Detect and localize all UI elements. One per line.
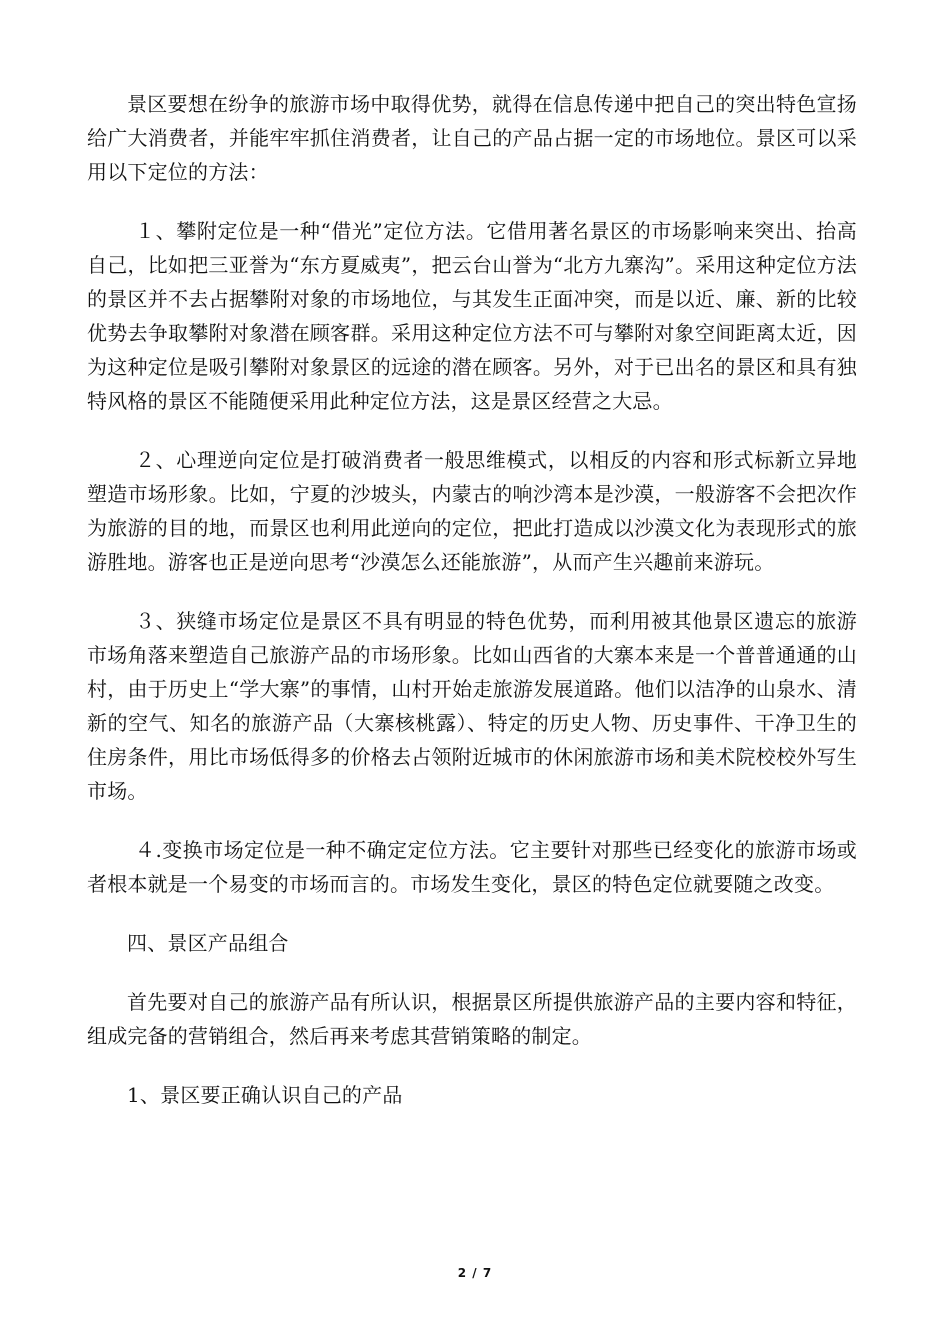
method-3-paragraph: ３、狭缝市场定位是景区不具有明显的特色优势，而利用被其他景区遗忘的旅游市场角落来塑造自己旅游产品的市场形象。比如山西省的大寨本来是一个普普通通的山村，由于历史上“学大寨”的事情，山村开始走旅游发展道路。他们以洁净的山泉水、清新的空气、知名的旅游产品（大寨核桃露）、特定的历史人物、历史事件、干净卫生的住房条件，用比市场低得多的价格去占领附近城市的休闲旅游市场和美术院校校外写生市场。: [87, 609, 857, 803]
method-2-paragraph: ２、心理逆向定位是打破消费者一般思维模式，以相反的内容和形式标新立异地塑造市场形象。比如，宁夏的沙坡头，内蒙古的响沙湾本是沙漠，一般游客不会把次作为旅游的目的地，而景区也利用此逆向的定位，把此打造成以沙漠文化为表现形式的旅游胜地。游客也正是逆向思考“沙漠怎么还能旅游”，从而产生兴趣前来游玩。: [87, 448, 857, 574]
document-body: [87, 87, 857, 1137]
method-4-paragraph: ４.变换市场定位是一种不确定定位方法。它主要针对那些已经变化的旅游市场或者根本就是一个易变的市场而言的。市场发生变化，景区的特色定位就要随之改变。: [87, 838, 857, 896]
product-intro-paragraph: 首先要对自己的旅游产品有所认识，根据景区所提供旅游产品的主要内容和特征，组成完备的营销组合，然后再来考虑其营销策略的制定。: [87, 990, 857, 1048]
page-number: 2 / 7: [457, 1266, 493, 1280]
intro-paragraph: 景区要想在纷争的旅游市场中取得优势，就得在信息传递中把自己的突出特色宣扬给广大消费者，并能牢牢抓住消费者，让自己的产品占据一定的市场地位。景区可以采用以下定位的方法：: [87, 92, 857, 184]
method-1-paragraph: １、攀附定位是一种“借光”定位方法。它借用著名景区的市场影响来突出、抬高自己，比如把三亚誉为“东方夏威夷”，把云台山誉为“北方九寨沟”。采用这种定位方法的景区并不去占据攀附对象的市场地位，与其发生正面冲突，而是以近、廉、新的比较优势去争取攀附对象潜在顾客群。采用这种定位方法不可与攀附对象空间距离太近，因为这种定位是吸引攀附对象景区的远途的潜在顾客。另外，对于已出名的景区和具有独特风格的景区不能随便采用此种定位方法，这是景区经营之大忌。: [87, 219, 857, 413]
subsection-heading: 1、景区要正确认识自己的产品: [127, 1083, 403, 1107]
section-heading: 四、景区产品组合: [127, 931, 289, 955]
